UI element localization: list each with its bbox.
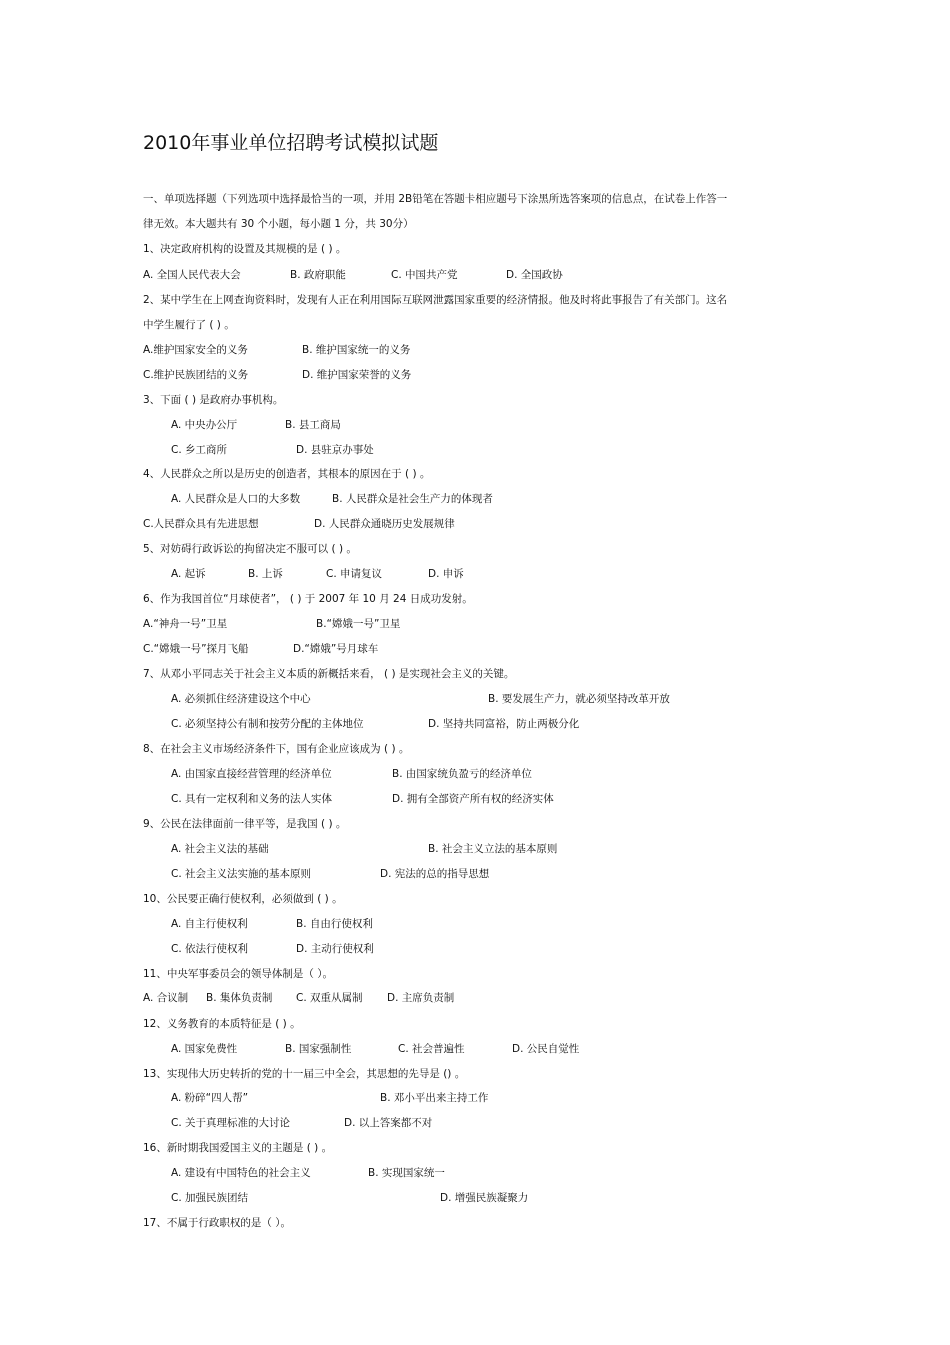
question-1-option-a: A. 全国人民代表大会 <box>143 269 241 281</box>
question-9-stem: 9、公民在法律面前一律平等，是我国 ( ) 。 <box>143 818 347 830</box>
question-8-option-b: B. 由国家统负盈亏的经济单位 <box>392 768 532 780</box>
question-5-stem: 5、对妨碍行政诉讼的拘留决定不服可以 ( ) 。 <box>143 543 357 555</box>
question-1-stem: 1、决定政府机构的设置及其规模的是 ( ) 。 <box>143 243 347 255</box>
question-13-option-a: A. 粉碎“四人帮” <box>171 1092 249 1104</box>
question-10-stem: 10、公民要正确行使权利，必须做到 ( ) 。 <box>143 893 343 905</box>
question-1-option-b: B. 政府职能 <box>290 269 346 281</box>
question-4-option-b: B. 人民群众是社会生产力的体现者 <box>332 493 493 505</box>
question-1-option-d: D. 全国政协 <box>506 269 563 281</box>
question-10-option-d: D. 主动行使权利 <box>296 943 374 955</box>
question-2-option-b: B. 维护国家统一的义务 <box>302 344 411 356</box>
question-2-option-a: A.维护国家安全的义务 <box>143 344 248 356</box>
question-8-option-a: A. 由国家直接经营管理的经济单位 <box>171 768 332 780</box>
question-16-option-b: B. 实现国家统一 <box>368 1167 445 1179</box>
question-10-option-a: A. 自主行使权利 <box>171 918 248 930</box>
question-5-option-c: C. 申请复议 <box>326 568 383 580</box>
question-11-stem: 11、中央军事委员会的领导体制是（ ）。 <box>143 968 333 980</box>
question-12-stem: 12、义务教育的本质特征是 ( ) 。 <box>143 1018 301 1030</box>
question-16-option-a: A. 建设有中国特色的社会主义 <box>171 1167 311 1179</box>
question-9-option-b: B. 社会主义立法的基本原则 <box>428 843 558 855</box>
question-6-option-b: B.“嫦娥一号”卫星 <box>316 618 401 630</box>
question-12-option-b: B. 国家强制性 <box>285 1043 352 1055</box>
question-11-option-c: C. 双重从属制 <box>296 992 363 1004</box>
question-3-option-b: B. 县工商局 <box>285 419 341 431</box>
question-6-option-a: A.“神舟一号”卫星 <box>143 618 228 630</box>
question-8-stem: 8、在社会主义市场经济条件下，国有企业应该成为 ( ) 。 <box>143 743 410 755</box>
question-2-option-d: D. 维护国家荣誉的义务 <box>302 369 412 381</box>
question-12-option-c: C. 社会普遍性 <box>398 1043 465 1055</box>
question-7-option-a: A. 必须抓住经济建设这个中心 <box>171 693 311 705</box>
question-2-option-c: C.维护民族团结的义务 <box>143 369 249 381</box>
question-4-stem: 4、人民群众之所以是历史的创造者，其根本的原因在于 ( ) 。 <box>143 468 431 480</box>
question-9-option-c: C. 社会主义法实施的基本原则 <box>171 868 312 880</box>
question-11-option-d: D. 主席负责制 <box>387 992 455 1004</box>
question-3-option-d: D. 县驻京办事处 <box>296 444 374 456</box>
question-16-option-d: D. 增强民族凝聚力 <box>440 1192 529 1204</box>
question-16-stem: 16、新时期我国爱国主义的主题是 ( ) 。 <box>143 1142 333 1154</box>
question-6-option-c: C.“嫦娥一号”探月飞船 <box>143 643 249 655</box>
page-title: 2010年事业单位招聘考试模拟试题 <box>143 132 439 154</box>
question-3-option-c: C. 乡工商所 <box>171 444 228 456</box>
question-7-stem: 7、从邓小平同志关于社会主义本质的新概括来看， ( ) 是实现社会主义的关键。 <box>143 668 515 680</box>
question-17-stem: 17、不属于行政职权的是（ ）。 <box>143 1217 291 1229</box>
question-10-option-c: C. 依法行使权利 <box>171 943 249 955</box>
question-16-option-c: C. 加强民族团结 <box>171 1192 249 1204</box>
question-12-option-d: D. 公民自觉性 <box>512 1043 580 1055</box>
question-7-option-c: C. 必须坚持公有制和按劳分配的主体地位 <box>171 718 364 730</box>
question-13-option-b: B. 邓小平出来主持工作 <box>380 1092 489 1104</box>
question-5-option-d: D. 申诉 <box>428 568 464 580</box>
question-9-option-d: D. 宪法的总的指导思想 <box>380 868 490 880</box>
question-8-option-d: D. 拥有全部资产所有权的经济实体 <box>392 793 554 805</box>
question-8-option-c: C. 具有一定权利和义务的法人实体 <box>171 793 333 805</box>
question-13-stem: 13、实现伟大历史转折的党的十一届三中全会，其思想的先导是 () 。 <box>143 1068 466 1080</box>
question-6-stem: 6、作为我国首位“月球使者”， ( ) 于 2007 年 10 月 24 日成功发射。 <box>143 593 473 605</box>
question-13-option-c: C. 关于真理标准的大讨论 <box>171 1117 291 1129</box>
question-5-option-b: B. 上诉 <box>248 568 283 580</box>
question-7-option-d: D. 坚持共同富裕，防止两极分化 <box>428 718 580 730</box>
question-3-option-a: A. 中央办公厅 <box>171 419 238 431</box>
question-4-option-c: C.人民群众具有先进思想 <box>143 518 259 530</box>
section-instruction-line-1: 一、单项选择题（下列选项中选择最恰当的一项，并用 2B铅笔在答题卡相应题号下涂黑所选答案项的信息点，在试卷上作答一 <box>143 193 728 205</box>
question-2-stem-line-1: 2、某中学生在上网查询资料时，发现有人正在利用国际互联网泄露国家重要的经济情报。他及时将此事报告了有关部门。这名 <box>143 294 728 306</box>
question-12-option-a: A. 国家免费性 <box>171 1043 238 1055</box>
question-1-option-c: C. 中国共产党 <box>391 269 458 281</box>
question-11-option-a: A. 合议制 <box>143 992 189 1004</box>
question-4-option-a: A. 人民群众是人口的大多数 <box>171 493 301 505</box>
question-4-option-d: D. 人民群众通晓历史发展规律 <box>314 518 455 530</box>
question-9-option-a: A. 社会主义法的基础 <box>171 843 269 855</box>
question-7-option-b: B. 要发展生产力，就必须坚持改革开放 <box>488 693 670 705</box>
question-3-stem: 3、下面 ( ) 是政府办事机构。 <box>143 394 284 406</box>
question-10-option-b: B. 自由行使权利 <box>296 918 373 930</box>
question-13-option-d: D. 以上答案都不对 <box>344 1117 433 1129</box>
question-5-option-a: A. 起诉 <box>171 568 206 580</box>
question-2-stem-line-2: 中学生履行了 ( ) 。 <box>143 319 235 331</box>
section-instruction-line-2: 律无效。本大题共有 30 个小题，每小题 1 分，共 30分） <box>143 218 414 230</box>
question-11-option-b: B. 集体负责制 <box>206 992 273 1004</box>
question-6-option-d: D.“嫦娥”号月球车 <box>293 643 379 655</box>
